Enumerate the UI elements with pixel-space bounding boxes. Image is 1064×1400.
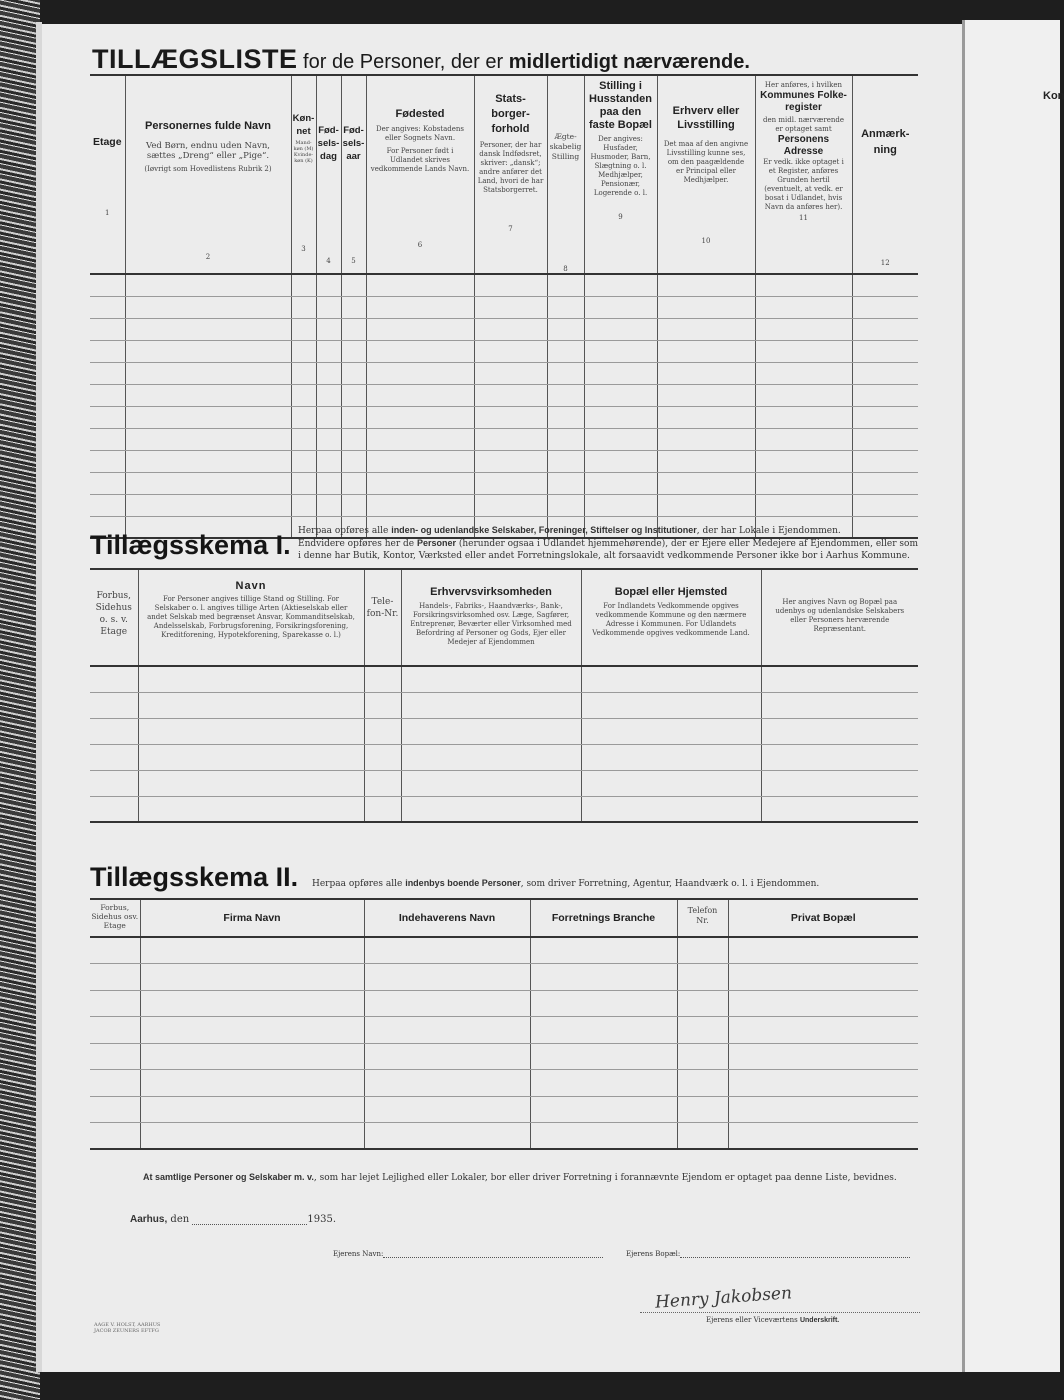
skema1-title: Tillægsskema I.	[90, 530, 291, 560]
table-cell[interactable]	[90, 796, 138, 822]
table-cell[interactable]	[547, 472, 584, 494]
table-cell[interactable]	[547, 274, 584, 296]
table-cell[interactable]	[547, 406, 584, 428]
table-cell[interactable]	[90, 1123, 140, 1150]
col-erhverv: Erhverv eller Livsstilling Det maa af den angivne Livsstilling kunne ses, om den paagældende er Principal eller Medhjælper. 10	[657, 75, 755, 274]
skema2-description: Herpaa opføres alle indenbys boende Personer, som driver Forretning, Agentur, Haandværk o. l. i Ejendommen.	[312, 878, 820, 889]
table-cell[interactable]	[657, 362, 755, 384]
table-cell[interactable]	[728, 990, 918, 1017]
table-cell[interactable]	[291, 428, 316, 450]
table-cell[interactable]	[852, 450, 918, 472]
owner-name-line: Ejerens Navn:	[333, 1250, 603, 1258]
table-cell[interactable]	[852, 318, 918, 340]
table-row	[90, 362, 918, 384]
table-cell[interactable]	[364, 796, 401, 822]
table-cell[interactable]	[90, 384, 125, 406]
table-cell[interactable]	[530, 1096, 677, 1123]
col-stilling: Stilling i Husstanden paa den faste Bopæl Der angives: Husfader, Husmoder, Barn, Slægtning o. l. Medhjælper, Pensionær, Logerende o. l. 9	[584, 75, 657, 274]
table-cell[interactable]	[341, 340, 366, 362]
table-cell[interactable]	[366, 340, 474, 362]
table-cell[interactable]	[138, 796, 364, 822]
table-cell[interactable]	[584, 494, 657, 516]
table-cell[interactable]	[90, 990, 140, 1017]
table-row	[90, 340, 918, 362]
statement: At samtlige Personer og Selskaber m. v., som har lejet Lejlighed eller Lokaler, bor eller driver Forretning i forannævnte Ejendom er optaget paa denne Liste, bevidnes.	[143, 1172, 897, 1183]
s2-col-indehaver: Indehaverens Navn	[364, 899, 530, 937]
table-cell[interactable]	[366, 318, 474, 340]
table-cell[interactable]	[341, 274, 366, 296]
table-cell[interactable]	[852, 406, 918, 428]
table-cell[interactable]	[364, 1096, 530, 1123]
table-cell[interactable]	[366, 406, 474, 428]
table-cell[interactable]	[474, 384, 547, 406]
table-row	[90, 770, 918, 796]
table-cell[interactable]	[125, 362, 291, 384]
table-cell[interactable]	[474, 362, 547, 384]
table-cell[interactable]	[125, 384, 291, 406]
table-cell[interactable]	[584, 274, 657, 296]
col-etage: Etage 1	[90, 75, 125, 274]
table-cell[interactable]	[291, 274, 316, 296]
table-cell[interactable]	[138, 666, 364, 692]
table-cell[interactable]	[755, 428, 852, 450]
col-statsborger: Stats-borger-forhold Personer, der har dansk Indfødsret, skriver: „dansk“; andre anfører det Land, hvori de har Statsborgerret. 7	[474, 75, 547, 274]
table-cell[interactable]	[677, 1096, 728, 1123]
table-cell[interactable]	[657, 340, 755, 362]
table-cell[interactable]	[530, 1043, 677, 1070]
table-cell[interactable]	[316, 362, 341, 384]
table-cell[interactable]	[316, 494, 341, 516]
table-cell[interactable]	[755, 450, 852, 472]
table-cell[interactable]	[90, 450, 125, 472]
table-cell[interactable]	[125, 450, 291, 472]
s1-col-navn: Navn For Personer angives tillige Stand og Stilling. For Selskaber o. l. angives tillige Arten (Aktieselskab eller andet Selskab med begrænset Ansvar, Kommanditselskab, Andelsselskab, Forbrugsforening, Forsikringsforening, Kreditforening, Hypotekforening, Sparekasse o. l.)	[138, 569, 364, 666]
book-binding	[0, 0, 40, 1400]
table-cell[interactable]	[761, 666, 918, 692]
table-cell[interactable]	[125, 428, 291, 450]
table-cell[interactable]	[316, 428, 341, 450]
table-cell[interactable]	[677, 937, 728, 964]
table-cell[interactable]	[140, 1096, 364, 1123]
table-row	[90, 1123, 918, 1150]
table-cell[interactable]	[291, 494, 316, 516]
table-cell[interactable]	[90, 1043, 140, 1070]
table-cell[interactable]	[852, 494, 918, 516]
col-aegteskab: Ægte-skabelig Stilling 8	[547, 75, 584, 274]
table-cell[interactable]	[657, 274, 755, 296]
table-cell[interactable]	[761, 796, 918, 822]
table-cell[interactable]	[852, 384, 918, 406]
table-cell[interactable]	[364, 1070, 530, 1097]
table-cell[interactable]	[547, 340, 584, 362]
table-cell[interactable]	[364, 770, 401, 796]
col-foedested: Fødested Der angives: Kobstadens eller Sognets Navn. For Personer født i Udlandet skrives vedkommende Lands Navn. 6	[366, 75, 474, 274]
table-cell[interactable]	[657, 384, 755, 406]
table-cell[interactable]	[90, 428, 125, 450]
table-cell[interactable]	[581, 692, 761, 718]
table-cell[interactable]	[364, 744, 401, 770]
table-cell[interactable]	[852, 296, 918, 318]
table-cell[interactable]	[316, 450, 341, 472]
table-row	[90, 450, 918, 472]
s1-col-etage: Forbus, Sidehus o. s. v. Etage	[90, 569, 138, 666]
table-cell[interactable]	[677, 964, 728, 991]
table-cell[interactable]	[90, 744, 138, 770]
date-field[interactable]	[192, 1224, 307, 1225]
table-cell[interactable]	[341, 428, 366, 450]
table-cell[interactable]	[584, 384, 657, 406]
table-cell[interactable]	[401, 744, 581, 770]
handwritten-signature: Henry Jakobsen	[654, 1283, 793, 1313]
table-row	[90, 1017, 918, 1044]
table-cell[interactable]	[90, 274, 125, 296]
table-cell[interactable]	[364, 666, 401, 692]
table-cell[interactable]	[728, 1070, 918, 1097]
table-row	[90, 796, 918, 822]
table-cell[interactable]	[90, 494, 125, 516]
tillaegsliste-title: TILLÆGSLISTE for de Personer, der er midlertidigt nærværende.	[92, 44, 750, 74]
table-cell[interactable]	[728, 1096, 918, 1123]
table-cell[interactable]	[677, 1017, 728, 1044]
table-cell[interactable]	[364, 990, 530, 1017]
table-cell[interactable]	[755, 340, 852, 362]
table-cell[interactable]	[755, 384, 852, 406]
table-cell[interactable]	[761, 718, 918, 744]
table-cell[interactable]	[584, 296, 657, 318]
table-cell[interactable]	[728, 1043, 918, 1070]
table-cell[interactable]	[584, 340, 657, 362]
table-row	[90, 1043, 918, 1070]
table-cell[interactable]	[341, 318, 366, 340]
table-cell[interactable]	[138, 718, 364, 744]
table-cell[interactable]	[474, 428, 547, 450]
table-cell[interactable]	[584, 362, 657, 384]
owner-name-field[interactable]	[383, 1257, 603, 1258]
table-cell[interactable]	[530, 1070, 677, 1097]
table-cell[interactable]	[364, 1123, 530, 1150]
table-cell[interactable]	[138, 770, 364, 796]
header-row	[90, 75, 918, 274]
table-cell[interactable]	[474, 406, 547, 428]
table-cell[interactable]	[657, 406, 755, 428]
table-cell[interactable]	[125, 472, 291, 494]
table-cell[interactable]	[90, 964, 140, 991]
skema1-table	[90, 568, 918, 823]
table-cell[interactable]	[581, 796, 761, 822]
table-cell[interactable]	[316, 340, 341, 362]
table-cell[interactable]	[852, 428, 918, 450]
table-cell[interactable]	[90, 692, 138, 718]
table-cell[interactable]	[90, 770, 138, 796]
table-row	[90, 964, 918, 991]
col-foedselsaar: Fød-sels-aar 5	[341, 75, 366, 274]
table-cell[interactable]	[584, 318, 657, 340]
table-cell[interactable]	[125, 406, 291, 428]
table-cell[interactable]	[584, 450, 657, 472]
table-cell[interactable]	[140, 1017, 364, 1044]
table-cell[interactable]	[316, 472, 341, 494]
col-navn: Personernes fulde Navn Ved Børn, endnu uden Navn, sættes „Dreng“ eller „Pige“. (Iøvrigt som Hovedlistens Rubrik 2) 2	[125, 75, 291, 274]
table-cell[interactable]	[138, 744, 364, 770]
table-cell[interactable]	[366, 362, 474, 384]
col-koennet: Køn-net Mand-køn (M) Kvinde-køn (K) 3	[291, 75, 316, 274]
table-cell[interactable]	[364, 937, 530, 964]
table-cell[interactable]	[755, 406, 852, 428]
table-cell[interactable]	[316, 296, 341, 318]
table-cell[interactable]	[366, 384, 474, 406]
s1-col-repraesentant: Her angives Navn og Bopæl paa udenbys og udenlandske Selskabers eller Personers herværende Repræsentant.	[761, 569, 918, 666]
table-row	[90, 318, 918, 340]
col-folkeregister: Her anføres, i hvilken Kommunes Folke-register den midl. nærværende er optaget samt Personens Adresse Er vedk. ikke optaget i et Register, anføres Grunden hertil (eventuelt, at vedk. er bosat i Udlandet, hvis Navn da anføres her). 11	[755, 75, 852, 274]
table-cell[interactable]	[657, 428, 755, 450]
table-cell[interactable]	[125, 318, 291, 340]
table-row	[90, 990, 918, 1017]
s2-col-bopael: Privat Bopæl	[728, 899, 918, 937]
skema2-header-row	[90, 899, 918, 937]
table-row	[90, 692, 918, 718]
table-cell[interactable]	[474, 494, 547, 516]
table-cell[interactable]	[366, 450, 474, 472]
table-cell[interactable]	[401, 718, 581, 744]
table-cell[interactable]	[530, 1017, 677, 1044]
table-cell[interactable]	[755, 274, 852, 296]
table-cell[interactable]	[364, 692, 401, 718]
table-cell[interactable]	[366, 274, 474, 296]
table-cell[interactable]	[852, 274, 918, 296]
table-cell[interactable]	[90, 406, 125, 428]
table-cell[interactable]	[677, 1070, 728, 1097]
table-row	[90, 718, 918, 744]
table-cell[interactable]	[755, 472, 852, 494]
col-anmaerkning: Anmærk-ning 12	[852, 75, 918, 274]
table-cell[interactable]	[140, 1123, 364, 1150]
table-cell[interactable]	[547, 450, 584, 472]
table-row	[90, 296, 918, 318]
s1-col-erhverv: Erhvervsvirksomheden Handels-, Fabriks-, Haandværks-, Bank-, Forsikringsvirksomhed osv. Læge, Sagfører, Entreprenør, Beværter eller Virksomhed med Befordring af Personer og Gods, Ejer eller Medejer af Ejendommen	[401, 569, 581, 666]
table-cell[interactable]	[547, 362, 584, 384]
skema1-header-row	[90, 569, 918, 666]
skema2-table	[90, 898, 918, 1150]
table-cell[interactable]	[138, 692, 364, 718]
table-cell[interactable]	[125, 340, 291, 362]
table-cell[interactable]	[755, 296, 852, 318]
table-cell[interactable]	[125, 494, 291, 516]
tillaegsliste-table	[90, 74, 918, 539]
table-row	[90, 744, 918, 770]
table-cell[interactable]	[316, 406, 341, 428]
owner-address-field[interactable]	[680, 1257, 910, 1258]
table-cell[interactable]	[291, 406, 316, 428]
table-cell[interactable]	[364, 718, 401, 744]
table-cell[interactable]	[125, 296, 291, 318]
table-cell[interactable]	[657, 318, 755, 340]
table-cell[interactable]	[530, 1123, 677, 1150]
table-cell[interactable]	[755, 318, 852, 340]
table-cell[interactable]	[291, 318, 316, 340]
facing-page	[962, 20, 1064, 1372]
table-cell[interactable]	[474, 472, 547, 494]
table-cell[interactable]	[291, 296, 316, 318]
table-cell[interactable]	[291, 362, 316, 384]
table-cell[interactable]	[90, 1070, 140, 1097]
table-cell[interactable]	[366, 494, 474, 516]
date-line: Aarhus, den 1935.	[130, 1214, 337, 1225]
s1-col-bopael: Bopæl eller Hjemsted For Indlandets Vedkommende opgives vedkommende Kommune og den nærmere Adresse i Kommunen. For Udlandets Vedkommende opgives vedkommende Land.	[581, 569, 761, 666]
table-cell[interactable]	[90, 362, 125, 384]
table-row	[90, 406, 918, 428]
table-row	[90, 472, 918, 494]
s2-col-branche: Forretnings Branche	[530, 899, 677, 937]
s1-col-telefon: Tele-fon-Nr.	[364, 569, 401, 666]
table-cell[interactable]	[581, 666, 761, 692]
table-cell[interactable]	[728, 1123, 918, 1150]
table-cell[interactable]	[852, 362, 918, 384]
table-cell[interactable]	[581, 744, 761, 770]
table-cell[interactable]	[584, 406, 657, 428]
table-cell[interactable]	[852, 340, 918, 362]
table-cell[interactable]	[291, 450, 316, 472]
table-cell[interactable]	[657, 296, 755, 318]
table-cell[interactable]	[341, 472, 366, 494]
table-cell[interactable]	[547, 318, 584, 340]
table-cell[interactable]	[341, 450, 366, 472]
table-cell[interactable]	[401, 692, 581, 718]
s2-col-telefon: Telefon Nr.	[677, 899, 728, 937]
table-cell[interactable]	[401, 770, 581, 796]
table-cell[interactable]	[530, 990, 677, 1017]
table-cell[interactable]	[316, 318, 341, 340]
signature-line	[640, 1312, 920, 1313]
table-cell[interactable]	[761, 692, 918, 718]
table-cell[interactable]	[677, 990, 728, 1017]
table-cell[interactable]	[547, 428, 584, 450]
table-cell[interactable]	[728, 937, 918, 964]
table-cell[interactable]	[530, 964, 677, 991]
printer-imprint: AAGE V. HOLST, AARHUS JACOB ZEUNERS EFTFG	[94, 1322, 161, 1334]
table-cell[interactable]	[90, 318, 125, 340]
table-cell[interactable]	[474, 274, 547, 296]
table-cell[interactable]	[728, 1017, 918, 1044]
signature-label: Ejerens eller Viceværtens Underskrift.	[706, 1316, 840, 1324]
table-cell[interactable]	[364, 1017, 530, 1044]
table-cell[interactable]	[474, 340, 547, 362]
owner-address-line: Ejerens Bopæl:	[626, 1250, 910, 1258]
facing-page-text: Kon	[1043, 90, 1064, 102]
table-cell[interactable]	[728, 964, 918, 991]
table-cell[interactable]	[90, 937, 140, 964]
skema1-description: Herpaa opføres alle inden- og udenlandske Selskaber, Foreninger, Stiftelser og Institutioner, der har Lokale i Ejendommen. Endvidere opføres her de Personer (herunder ogsaa i Udlandet hjemmehørende), der er Ejere eller Medejere af Ejendommen, eller som i denne har Butik, Kontor, Værksted eller andet Forretningslokale, alt forsaavidt vedkommende Personer ikke bor i Aarhus Kommune.	[298, 525, 918, 561]
table-cell[interactable]	[90, 1096, 140, 1123]
table-cell[interactable]	[761, 770, 918, 796]
table-cell[interactable]	[755, 362, 852, 384]
table-cell[interactable]	[530, 937, 677, 964]
table-row	[90, 1096, 918, 1123]
table-cell[interactable]	[341, 406, 366, 428]
col-foedselsdag: Fød-sels-dag 4	[316, 75, 341, 274]
table-row	[90, 666, 918, 692]
table-cell[interactable]	[547, 494, 584, 516]
table-cell[interactable]	[140, 1070, 364, 1097]
table-cell[interactable]	[366, 428, 474, 450]
table-cell[interactable]	[316, 384, 341, 406]
table-cell[interactable]	[291, 472, 316, 494]
table-cell[interactable]	[364, 964, 530, 991]
table-cell[interactable]	[140, 937, 364, 964]
table-cell[interactable]	[581, 770, 761, 796]
table-cell[interactable]	[364, 1043, 530, 1070]
table-cell[interactable]	[316, 274, 341, 296]
table-cell[interactable]	[90, 666, 138, 692]
table-cell[interactable]	[140, 964, 364, 991]
table-cell[interactable]	[341, 362, 366, 384]
table-cell[interactable]	[677, 1123, 728, 1150]
table-row	[90, 937, 918, 964]
table-cell[interactable]	[401, 796, 581, 822]
table-cell[interactable]	[90, 718, 138, 744]
table-cell[interactable]	[755, 494, 852, 516]
table-cell[interactable]	[401, 666, 581, 692]
table-cell[interactable]	[90, 472, 125, 494]
table-cell[interactable]	[474, 450, 547, 472]
table-cell[interactable]	[474, 318, 547, 340]
table-cell[interactable]	[474, 296, 547, 318]
table-cell[interactable]	[547, 384, 584, 406]
table-cell[interactable]	[140, 1043, 364, 1070]
s2-col-etage: Forbus, Sidehus osv. Etage	[90, 899, 140, 937]
table-cell[interactable]	[90, 296, 125, 318]
table-cell[interactable]	[341, 494, 366, 516]
table-row	[90, 1070, 918, 1097]
table-cell[interactable]	[761, 744, 918, 770]
table-cell[interactable]	[677, 1043, 728, 1070]
table-cell[interactable]	[291, 384, 316, 406]
table-cell[interactable]	[852, 472, 918, 494]
table-row	[90, 494, 918, 516]
table-cell[interactable]	[547, 296, 584, 318]
table-cell[interactable]	[584, 428, 657, 450]
table-cell[interactable]	[366, 472, 474, 494]
table-cell[interactable]	[90, 340, 125, 362]
table-cell[interactable]	[341, 296, 366, 318]
table-cell[interactable]	[291, 340, 316, 362]
s2-col-firma: Firma Navn	[140, 899, 364, 937]
table-cell[interactable]	[657, 472, 755, 494]
table-row	[90, 428, 918, 450]
table-row	[90, 274, 918, 296]
table-cell[interactable]	[366, 296, 474, 318]
table-cell[interactable]	[657, 450, 755, 472]
table-cell[interactable]	[341, 384, 366, 406]
table-cell[interactable]	[581, 718, 761, 744]
table-cell[interactable]	[657, 494, 755, 516]
table-cell[interactable]	[125, 274, 291, 296]
table-cell[interactable]	[140, 990, 364, 1017]
table-cell[interactable]	[584, 472, 657, 494]
table-row	[90, 384, 918, 406]
table-cell[interactable]	[90, 1017, 140, 1044]
skema2-title: Tillægsskema II.	[90, 862, 299, 892]
